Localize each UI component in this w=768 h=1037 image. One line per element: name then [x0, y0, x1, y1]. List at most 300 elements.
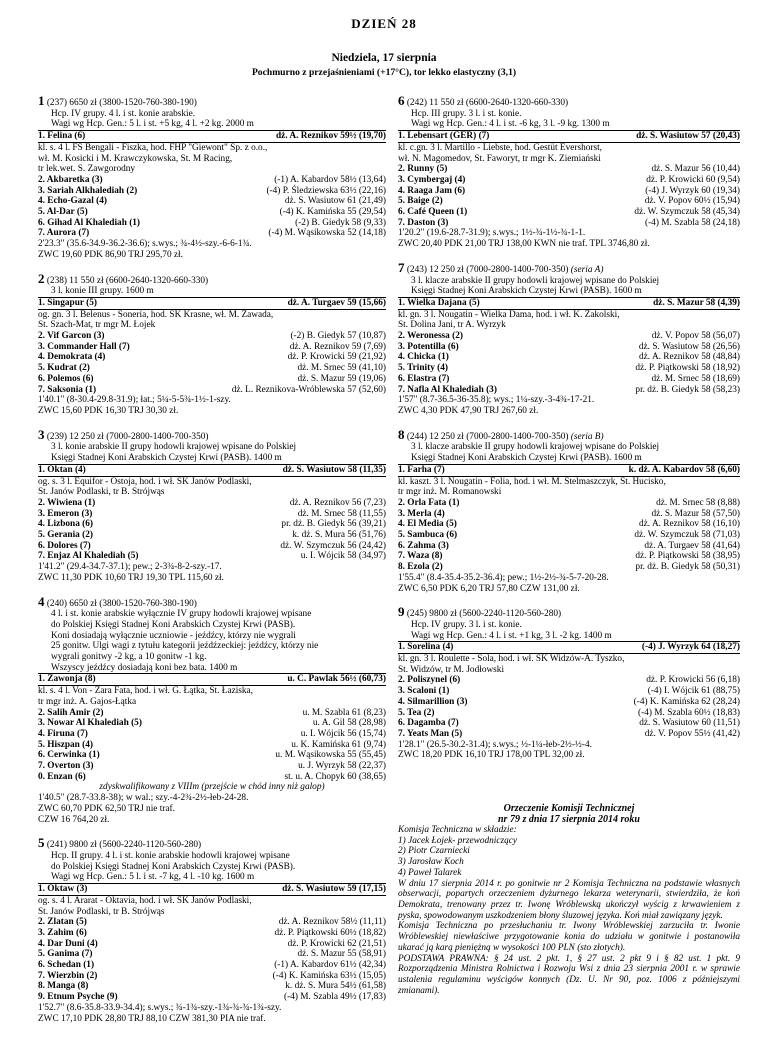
winner-info: St. Widzów, tr M. Jodłowski — [398, 664, 505, 675]
runner-row — [398, 175, 740, 186]
race-block — [38, 274, 386, 417]
runner-horse: 7. Saksonia (1) — [38, 384, 97, 395]
runner-row — [38, 498, 386, 509]
runner-horse: 6. Zahma (3) — [398, 540, 449, 551]
runner-jockey: dż. A. Reznikov 56 (7,23) — [289, 497, 386, 508]
runner-horse: 4. Raaga Jam (6) — [398, 185, 466, 196]
runner-row — [38, 385, 386, 396]
race-number: 6 — [398, 96, 405, 108]
race-block — [398, 607, 740, 761]
race-conditions: Wagi wg Hcp. Gen.: 5 l. i st. +5 kg, 4 l. +2 kg. 2000 m — [38, 119, 386, 131]
runner-horse: 5. Hiszpan (4) — [38, 739, 94, 750]
runner-horse: 3. Cymbergaj (4) — [398, 174, 466, 185]
runner-jockey: dż. L. Reznikova-Wróblewska 57 (52,60) — [231, 384, 386, 395]
runner-jockey: u. M. Wąsikowska 55 (55,45) — [275, 750, 386, 761]
race-block — [38, 838, 386, 1024]
runner-horse: 4. Echo-Gazal (4) — [38, 196, 107, 207]
runner-horse: 6. Café Queen (1) — [398, 207, 468, 218]
runner-horse: 0. Enzan (6) — [38, 771, 86, 782]
runner-jockey: pr. dż. B. Giedyk 58 (50,31) — [635, 562, 740, 573]
race-result: 1'20.2" (19.6-28.7-31.9); s.wys.; 1½-¾-1½-¾-1-1. — [398, 228, 586, 239]
race-block — [38, 430, 386, 584]
race-header — [398, 263, 740, 276]
runner-jockey: dż. V. Popov 60½ (15,94) — [644, 196, 740, 207]
runner-jockey: dż. S. Mazur 55 (58,91) — [297, 949, 386, 960]
runner-jockey: (-2) B. Giedyk 57 (10,87) — [290, 331, 386, 342]
race-number: 9 — [398, 607, 405, 620]
winner-horse: 1. Lebensart (GER) (7) — [398, 131, 490, 142]
race-result: 1'40.1" (8-30.4-29.8-31.9); łat.; 5¼-5-5¾-1½-1-szy. — [38, 395, 231, 406]
runner-row — [398, 363, 740, 374]
race-conditions: wygrali gonitwy -2 kg, a 10 gonitw -1 kg. — [51, 652, 207, 663]
runner-row — [38, 519, 386, 530]
runner-jockey: dż. S. Mazur 56 (10,44) — [651, 164, 740, 175]
runner-horse: 3. Merla (4) — [398, 508, 445, 519]
race-series: (seria A) — [570, 264, 604, 275]
runner-jockey: dż. P. Piątkowski 58 (38,95) — [635, 551, 740, 562]
winner-info: kl. kaszt. 3 l. Nougatin - Folia, hod. i wł. M. Stelmaszczyk, St. Hucisko, — [398, 476, 666, 487]
race-number: 2 — [38, 273, 45, 286]
runner-jockey: (-4) K. Kamińska 63½ (15,05) — [272, 970, 386, 981]
runner-jockey: u. J. Wyrzyk 58 (22,37) — [298, 761, 386, 772]
runner-row — [38, 750, 386, 761]
runner-row — [398, 352, 740, 363]
runner-row — [38, 207, 386, 218]
runner-horse: 7. Waza (8) — [398, 551, 443, 562]
runner-horse: 7. Yeats Man (5) — [398, 728, 463, 739]
runner-row — [398, 697, 740, 708]
winner-info: wł. N. Magomedov, St. Faworyt, tr mgr K. Ziemiański — [398, 153, 601, 164]
ruling-title: Orzeczenie Komisji Technicznej — [503, 803, 635, 815]
winner-info: kl. s. 4 l. FS Bengali - Fiszka, hod. FHP "Giewont" Sp. z o.o., — [38, 142, 268, 153]
runner-horse: 3. Sariah Alkhalediah (2) — [38, 185, 138, 196]
right-races — [398, 96, 740, 761]
race-header — [38, 274, 386, 287]
runner-row — [38, 708, 386, 719]
runner-horse: 5. Tea (2) — [398, 707, 435, 718]
runner-jockey: dż. S. Wasiutow 58 (26,56) — [638, 341, 740, 352]
winner-horse: 1. Oktan (4) — [38, 464, 86, 475]
race-result: ZWC 4,30 PDK 47,90 TRJ 267,60 zł. — [398, 405, 539, 416]
race-result: 1'28.1" (26.5-30.2-31.4); s.wys.; ½-1¼-łeb-2½-½-4. — [398, 739, 592, 750]
runner-jockey: u. M. Szabla 61 (8,23) — [302, 707, 386, 718]
runner-horse: 2. Poliszynel (6) — [398, 675, 461, 686]
winner-jockey: k. dż. A. Kabardov 58 (6,60) — [628, 464, 740, 475]
runner-row — [38, 718, 386, 729]
runner-jockey: dż. M. Srnec 59 (41,10) — [297, 363, 386, 374]
race-number: 3 — [38, 429, 45, 442]
runner-jockey: dż. P. Krowicki 62 (21,51) — [287, 938, 386, 949]
winner-horse: 1. Farha (7) — [398, 464, 445, 475]
winner-horse: 1. Singapur (5) — [38, 297, 97, 308]
race-block — [398, 430, 740, 595]
runner-row — [398, 708, 740, 719]
race-result: ZWC 6,50 PDK 6,20 TRJ 57,80 CZW 131,00 zł. — [398, 583, 580, 594]
race-header — [38, 430, 386, 443]
runner-jockey: (-4) I. Wójcik 61 (88,75) — [647, 686, 740, 697]
right-column — [398, 96, 740, 996]
ruling-paragraph: 3) Jarosław Koch — [398, 857, 464, 868]
runner-row — [38, 772, 386, 783]
winner-info: wł. M. Kosicki i M. Krawczykowska, St. M Racing, — [38, 153, 233, 164]
race-block — [38, 96, 386, 261]
runner-horse: 3. Commander Hall (7) — [38, 341, 130, 352]
runner-horse: 3. Zahim (6) — [38, 927, 87, 938]
ruling-paragraph: 2) Piotr Czarniecki — [398, 846, 470, 857]
runner-horse: 6. Elastra (7) — [398, 373, 450, 384]
race-conditions: Wszyscy jeźdźcy dosiadają koni bez bata. 1400 m — [38, 663, 386, 675]
race-prize: (237) 6650 zł (3800-1520-760-380-190) — [46, 98, 197, 108]
race-header — [398, 430, 740, 443]
race-header — [38, 96, 386, 109]
runner-jockey: (-1) A. Kabardov 61½ (42,34) — [274, 960, 386, 971]
runner-jockey: dż. M. Srnec 58 (18,69) — [651, 373, 740, 384]
winner-info: kl. c.gn. 3 l. Martillo - Liebste, hod. Gestüt Evershorst, — [398, 142, 602, 153]
runner-jockey: (-4) M. Szabla 58 (24,18) — [644, 217, 740, 228]
winner-jockey: dż. S. Wasiutow 59 (17,15) — [282, 884, 386, 895]
runner-horse: 6. Cerwinka (1) — [38, 750, 100, 761]
runner-horse: 2. Runny (5) — [398, 164, 448, 175]
race-conditions: Wagi wg Hcp. Gen.: 4 l. i st. -6 kg, 3 l. -9 kg. 1300 m — [398, 119, 740, 131]
ruling-number: nr 79 z dnia 17 sierpnia 2014 roku — [498, 814, 640, 826]
race-conditions: Księgi Stadnej Koni Arabskich Czystej Krwi (PASB). 1600 m — [398, 453, 740, 465]
winner-info: St. Janów Podlaski, tr B. Strójwąs — [38, 487, 165, 498]
runner-jockey: dż. P. Krowicki 60 (9,54) — [646, 174, 740, 185]
runner-jockey: dż. P. Krowicki 56 (6,18) — [646, 675, 740, 686]
race-result: 2'23.3" (35.6-34.9-36.2-36.6); s.wys.; ¾-4½-szy.-6-6-1¾. — [38, 239, 252, 250]
runner-jockey: dż. M. Srnec 58 (11,55) — [297, 508, 386, 519]
runner-jockey: u. A. Gil 58 (28,98) — [312, 718, 386, 729]
runner-jockey: dż. A. Reznikov 58½ (11,11) — [278, 917, 386, 928]
runner-row — [398, 342, 740, 353]
winner-row — [398, 131, 740, 143]
winner-info: og. gn. 3 l. Belenus - Sonería, hod. SK Krasne, wł. M. Zawada, — [38, 309, 274, 320]
runner-row — [398, 675, 740, 686]
runner-row — [38, 551, 386, 562]
race-number: 4 — [38, 596, 45, 609]
runner-jockey: k. dż. S. Mura 54½ (61,58) — [285, 981, 386, 992]
runner-row — [398, 385, 740, 396]
runner-jockey: dż. S. Wasiutow 61 (21,49) — [284, 196, 386, 207]
runner-row — [38, 981, 386, 992]
race-result: ZWC 18,20 PDK 16,10 TRJ 178,00 TPL 32,00 zł. — [398, 750, 585, 761]
runner-horse: 3. Nowar Al Khalediah (5) — [38, 718, 142, 729]
race-conditions: 3 l. konie III grupy. 1600 m — [38, 286, 386, 298]
runner-jockey: dż. A. Reznikov 59 (7,69) — [289, 341, 386, 352]
winner-info: og. s. 3 l. Equifor - Ostoja, hod. i wł. SK Janów Podlaski, — [38, 476, 252, 487]
winner-info: tr mgr inż. A. Gajos-Łątka — [38, 696, 137, 707]
runner-jockey: dż. A. Turgaev 58 (41,64) — [644, 540, 740, 551]
runner-jockey: dż. P. Piątkowski 60½ (18,82) — [274, 927, 386, 938]
race-conditions: Księgi Stadnej Koni Arabskich Czystej Krwi (PASB). 1600 m — [398, 286, 740, 298]
race-number: 7 — [398, 262, 405, 275]
runner-horse: 6. Polemos (6) — [38, 373, 94, 384]
winner-info: St. Janów Podlaski, tr B. Strójwąs — [38, 906, 165, 917]
runner-jockey: u. I. Wójcik 56 (15,74) — [300, 728, 386, 739]
runner-jockey: pr. dż. B. Giedyk 56 (39,21) — [281, 519, 386, 530]
runner-row — [38, 729, 386, 740]
runner-horse: 5. Trinity (4) — [398, 363, 449, 374]
runner-horse: 8. Ezola (2) — [398, 562, 443, 573]
race-prize: (241) 9800 zł (5600-2240-1120-560-280) — [46, 840, 202, 851]
runner-row — [398, 530, 740, 541]
winner-info: St. Szach-Mat, tr mgr M. Łojek — [38, 320, 156, 331]
race-result: ZWC 15,60 PDK 16,30 TRJ 30,30 zł. — [38, 405, 179, 416]
runner-row — [398, 498, 740, 509]
runner-row — [38, 949, 386, 960]
runner-row — [38, 196, 386, 207]
runner-jockey: dż. A. Reznikov 58 (16,10) — [639, 519, 740, 530]
runner-horse: 4. Silmarillion (3) — [398, 696, 468, 707]
runner-jockey: (-4) M. Szabla 49½ (17,83) — [284, 992, 386, 1003]
runner-row — [398, 374, 740, 385]
race-conditions: 3 l. klacze arabskie II grupy hodowli krajowej wpisane do Polskiej — [411, 442, 660, 453]
race-prize: (238) 11 550 zł (6600-2640-1320-660-330) — [46, 275, 209, 286]
winner-info: tr lek.wet. S. Zawgorodny — [38, 164, 136, 175]
runner-jockey: st. u. A. Chopyk 60 (38,65) — [284, 771, 386, 782]
ruling-body — [398, 825, 740, 996]
runner-jockey: dż. A. Reznikov 58 (48,84) — [639, 352, 740, 363]
runner-horse: 2. Orla Fata (1) — [398, 497, 460, 508]
runner-horse: 2. Wiwiena (1) — [38, 497, 96, 508]
runner-row — [38, 917, 386, 928]
runner-row — [38, 352, 386, 363]
race-conditions: do Polskiej Księgi Stadnej Koni Arabskich Czystej Krwi (PASB). — [51, 619, 296, 630]
runner-jockey: u. I. Wójcik 58 (34,97) — [300, 551, 386, 562]
runner-row — [38, 530, 386, 541]
runner-row — [398, 718, 740, 729]
technical-commission-ruling — [398, 803, 740, 996]
runner-horse: 5. Gerania (2) — [38, 530, 93, 541]
winner-row — [398, 642, 740, 654]
runner-row — [38, 740, 386, 751]
race-conditions: Hcp. II grupy. 4 l. i st. konie arabskie hodowli krajowej wpisane — [51, 851, 290, 861]
runner-horse: 6. Dagamba (7) — [398, 718, 459, 729]
runner-row — [38, 363, 386, 374]
race-conditions: Hcp. III grupy. 3 l. i st. konie. — [411, 108, 522, 119]
runner-jockey: dż. W. Szymczuk 58 (45,34) — [634, 207, 740, 218]
race-result: 1'57" (8.7-36.5-36-35.8); wys.; 1¼-szy.-3-4¾-17-21. — [398, 395, 595, 406]
runner-row — [38, 971, 386, 982]
runner-horse: 8. Manga (8) — [38, 981, 89, 992]
race-result: CZW 16 764,20 zł. — [38, 814, 110, 825]
race-header — [38, 597, 386, 610]
runner-horse: 4. Firuna (7) — [38, 728, 88, 739]
runner-horse: 4. Chicka (1) — [398, 352, 449, 363]
race-prize: (243) 12 250 zł (7000-2800-1400-700-350) — [406, 264, 569, 275]
winner-info: St. Dolina Jani, tr A. Wyrzyk — [398, 320, 506, 331]
race-conditions: 3 l. klacze arabskie II grupy hodowli krajowej wpisane do Polskiej — [411, 275, 660, 286]
runner-row — [38, 509, 386, 520]
race-block — [398, 96, 740, 250]
runner-jockey: dż. V. Popov 55½ (41,42) — [644, 728, 740, 739]
left-column — [38, 96, 386, 1037]
ruling-paragraph: PODSTAWA PRAWNA: § 24 ust. 2 pkt. 1, § 27 ust. 2 pkt 9 i § 82 ust. 1 pkt. 9 Rozporządzenia Ministra Rolnictwa i Rozwoju Wsi z dnia 23 sierpnia 2001 r. w sprawie ustalenia regulaminu wyścigów konnych (Dz. U. Nr 90, poz. 1006 z późniejszymi zmianami). — [398, 953, 740, 996]
runner-row — [398, 686, 740, 697]
winner-info: tr mgr inż. M. Romanowski — [398, 487, 502, 498]
runner-jockey: dż. M. Srnec 58 (8,88) — [656, 497, 740, 508]
race-block — [38, 597, 386, 826]
winner-row — [38, 298, 386, 310]
runner-horse: 2. Weronessa (2) — [398, 331, 463, 342]
runner-horse: 7. Overton (3) — [38, 761, 94, 772]
runner-row — [38, 541, 386, 552]
winner-jockey: dż. S. Mazur 58 (4,39) — [653, 297, 740, 308]
race-number: 1 — [38, 96, 45, 108]
runner-row — [398, 562, 740, 573]
runner-row — [398, 186, 740, 197]
race-conditions: 4 l. i st. konie arabskie wyłącznie IV grupy hodowli krajowej wpisane — [51, 609, 312, 620]
runner-horse: 5. Ganima (7) — [38, 949, 93, 960]
winner-jockey: dż. S. Wasiutow 57 (20,43) — [636, 131, 740, 142]
race-prize: (244) 12 250 zł (7000-2800-1400-700-350) — [406, 431, 569, 442]
runner-jockey: dż. P. Piątkowski 58 (18,92) — [635, 363, 740, 374]
runner-row — [38, 939, 386, 950]
runner-row — [38, 175, 386, 186]
winner-jockey: dż. A. Reznikov 59½ (19,70) — [275, 131, 386, 142]
runner-jockey: (-4) M. Wąsikowska 52 (14,18) — [268, 228, 386, 239]
runner-jockey: (-4) M. Szabla 60½ (18,83) — [638, 707, 740, 718]
winner-row — [38, 884, 386, 896]
runner-jockey: (-4) K. Kamińska 62 (28,24) — [633, 696, 740, 707]
runner-jockey: dż. W. Szymczuk 56 (24,42) — [280, 540, 386, 551]
runner-row — [398, 509, 740, 520]
race-block — [398, 263, 740, 417]
race-prize: (239) 12 250 zł (7000-2800-1400-700-350) — [46, 431, 209, 442]
runner-row — [398, 196, 740, 207]
race-conditions: Koni dosiadają wyłącznie uczniowie - jeźdźcy, którzy nie wygrali — [51, 630, 296, 641]
runner-jockey: k. dż. S. Mura 56 (51,76) — [292, 530, 386, 541]
page-header — [0, 0, 768, 78]
winner-horse: 1. Sorelina (4) — [398, 642, 454, 653]
runner-jockey: (-4) P. Śledziewska 63½ (22,16) — [266, 185, 386, 196]
race-result: 1'52.7" (8.6-35.8-33.9-34.4); s.wys.; ¾-1¾-szy.-1¾-¾-¾-1¾-szy. — [38, 1002, 282, 1013]
runner-row — [38, 374, 386, 385]
winner-info: og. s. 4 l. Ararat - Oktavia, hod. i wł. SK Janów Podlaski, — [38, 895, 252, 906]
winner-jockey: dż. S. Wasiutow 58 (11,35) — [282, 464, 386, 475]
runner-jockey: dż. S. Wasiutow 60 (11,51) — [639, 718, 740, 729]
runner-horse: 4. Dar Duni (4) — [38, 938, 98, 949]
winner-row — [38, 674, 386, 686]
runner-horse: 7. Nafla Al Khalediah (3) — [398, 384, 497, 395]
runner-horse: 9. Etnum Psyche (9) — [38, 992, 118, 1003]
runner-horse: 5. Al-Dar (5) — [38, 207, 88, 218]
race-prize: (245) 9800 zł (5600-2240-1120-560-280) — [406, 609, 562, 620]
runner-horse: 4. Lizbona (6) — [38, 519, 94, 530]
race-prize: (242) 11 550 zł (6600-2640-1320-660-330) — [406, 98, 569, 108]
runner-horse: 3. Potentilla (6) — [398, 341, 459, 352]
runner-row — [398, 541, 740, 552]
runner-jockey: u. K. Kamińska 61 (9,74) — [291, 739, 386, 750]
runner-jockey: dż. W. Szymczuk 58 (71,03) — [634, 530, 740, 541]
runner-horse: 4. El Media (5) — [398, 519, 457, 530]
runner-row — [398, 729, 740, 740]
runner-row — [38, 928, 386, 939]
runner-horse: 7. Daston (3) — [398, 217, 449, 228]
runner-row — [398, 207, 740, 218]
day-title: DZIEŃ 28 — [351, 16, 417, 31]
winner-info: kl. gn. 3 l. Nougatin - Wielka Dama, hod. i wł. K. Zakolski, — [398, 309, 620, 320]
race-conditions: do Polskiej Księgi Stadnej Koni Arabskich Czystej Krwi (PASB). — [51, 861, 296, 872]
winner-row — [398, 298, 740, 310]
winner-row — [38, 131, 386, 143]
winner-info: kl. gn. 3 l. Roulette - Sola, hod. i wł. SK Widzów-A. Tyszko, — [398, 654, 625, 665]
race-conditions: Wagi wg Hcp. Gen.: 5 l. i st. -7 kg, 4 l. -10 kg. 1600 m — [38, 872, 386, 884]
winner-horse: 1. Wielka Dajana (5) — [398, 297, 480, 308]
runner-row — [38, 761, 386, 772]
runner-row — [38, 228, 386, 239]
runner-horse: 7. Aurora (7) — [38, 228, 90, 239]
runner-horse: 4. Demokrata (4) — [38, 352, 106, 363]
runner-horse: 6. Gihad Al Khalediah (1) — [38, 217, 141, 228]
winner-horse: 1. Felina (6) — [38, 131, 86, 142]
runner-horse: 3. Emeron (3) — [38, 508, 93, 519]
runner-row — [398, 519, 740, 530]
runner-horse: 2. Salih Amir (2) — [38, 707, 104, 718]
runner-horse: 7. Wierzbin (2) — [38, 970, 98, 981]
runner-jockey: dż. S. Mazur 58 (57,50) — [651, 508, 740, 519]
winner-row — [398, 465, 740, 477]
runner-row — [38, 186, 386, 197]
winner-info: kl. s. 4 l. Von - Zara Fata, hod. i wł. G. Łątka, St. Łaziska, — [38, 686, 253, 697]
race-conditions: Hcp. IV grupy. 3 l. i st. konie. — [411, 619, 522, 630]
race-result: 1'41.2" (29.4-34.7-37.1); pew.; 2-3¾-8-2-szy.-17. — [38, 562, 222, 573]
race-conditions: Wagi wg Hcp. Gen.: 4 l. i st. +1 kg, 3 l. -2 kg. 1400 m — [398, 631, 740, 643]
runner-jockey: dż. P. Krowicki 59 (21,92) — [287, 352, 386, 363]
race-conditions: Księgi Stadnej Koni Arabskich Czystej Krwi (PASB). 1400 m — [38, 453, 386, 465]
runner-horse: 5. Sambuca (6) — [398, 530, 458, 541]
race-result: 1'55.4" (8.4-35.4-35.2-36.4); pew.; 1½-2½-¾-5-7-20-28. — [398, 572, 609, 583]
winner-row — [38, 465, 386, 477]
runner-horse: 3. Scaloni (1) — [398, 686, 450, 697]
race-result: ZWC 60,70 PDK 62,50 TRJ nie traf. — [38, 803, 175, 814]
runner-row — [398, 164, 740, 175]
race-header — [398, 96, 740, 109]
runner-jockey: dż. S. Mazur 59 (19,06) — [297, 373, 386, 384]
race-result: ZWC 17,10 PDK 28,80 TRJ 88,10 CZW 381,30 PIA nie traf. — [38, 1013, 266, 1024]
runner-horse: 2. Zlatan (5) — [38, 917, 87, 928]
runner-jockey: (-4) J. Wyrzyk 60 (19,34) — [645, 185, 740, 196]
race-number: 5 — [38, 838, 45, 851]
race-series: (seria B) — [570, 431, 604, 442]
runner-horse: 2. Vif Garcon (3) — [38, 331, 105, 342]
runner-horse: 6. Dolores (7) — [38, 540, 91, 551]
runner-jockey: pr. dż. B. Giedyk 58 (58,23) — [635, 384, 740, 395]
race-result: ZWC 19,60 PDK 86,90 TRJ 295,70 zł. — [38, 249, 183, 260]
winner-jockey: u. C. Pawlak 56½ (60,73) — [287, 674, 386, 685]
runner-row — [38, 342, 386, 353]
runner-horse: 7. Enjaz Al Khalediah (5) — [38, 551, 139, 562]
runner-jockey: (-2) B. Giedyk 58 (9,33) — [295, 217, 386, 228]
runner-row — [38, 960, 386, 971]
date-title: Niedziela, 17 sierpnia — [331, 52, 437, 64]
winner-jockey: dż. A. Turgaev 59 (15,66) — [287, 297, 386, 308]
runner-horse: 2. Akbaretka (3) — [38, 174, 103, 185]
race-number: 8 — [398, 429, 405, 442]
runner-jockey: (-4) K. Kamińska 55 (29,54) — [279, 207, 386, 218]
race-conditions: 25 gonitw. Ulgi wagi z tytułu kategorii jeźdźzeckiej: jeźdźcy, którzy nie — [51, 641, 319, 652]
ruling-paragraph: 1) Jacek Łojek- przewodniczący — [398, 835, 518, 846]
winner-horse: 1. Oktaw (3) — [38, 884, 88, 895]
runner-row — [398, 218, 740, 229]
winner-jockey: (-4) J. Wyrzyk 64 (18,27) — [641, 642, 740, 653]
winner-horse: 1. Zawonja (8) — [38, 674, 96, 685]
runner-jockey: (-1) A. Kabardov 58½ (13,64) — [274, 174, 386, 185]
runner-row — [38, 218, 386, 229]
ruling-paragraph: W dniu 17 sierpnia 2014 r. po gonitwie nr 2 Komisja Techniczna na podstawie własnych obserwacji, popartych orzeczeniem dyżurnego lekarza weterynarii, stwierdziła, że koń Demokrata, trenowany przez tr. Iwonę Wróblewską ukończył wyścig z krwawieniem z pyska, spowodowanym uszkodzeniem błony śluzowej języka. Koń miał zawiązany język. — [398, 878, 740, 921]
runner-horse: 6. Schedan (1) — [38, 960, 95, 971]
race-header — [38, 838, 386, 851]
